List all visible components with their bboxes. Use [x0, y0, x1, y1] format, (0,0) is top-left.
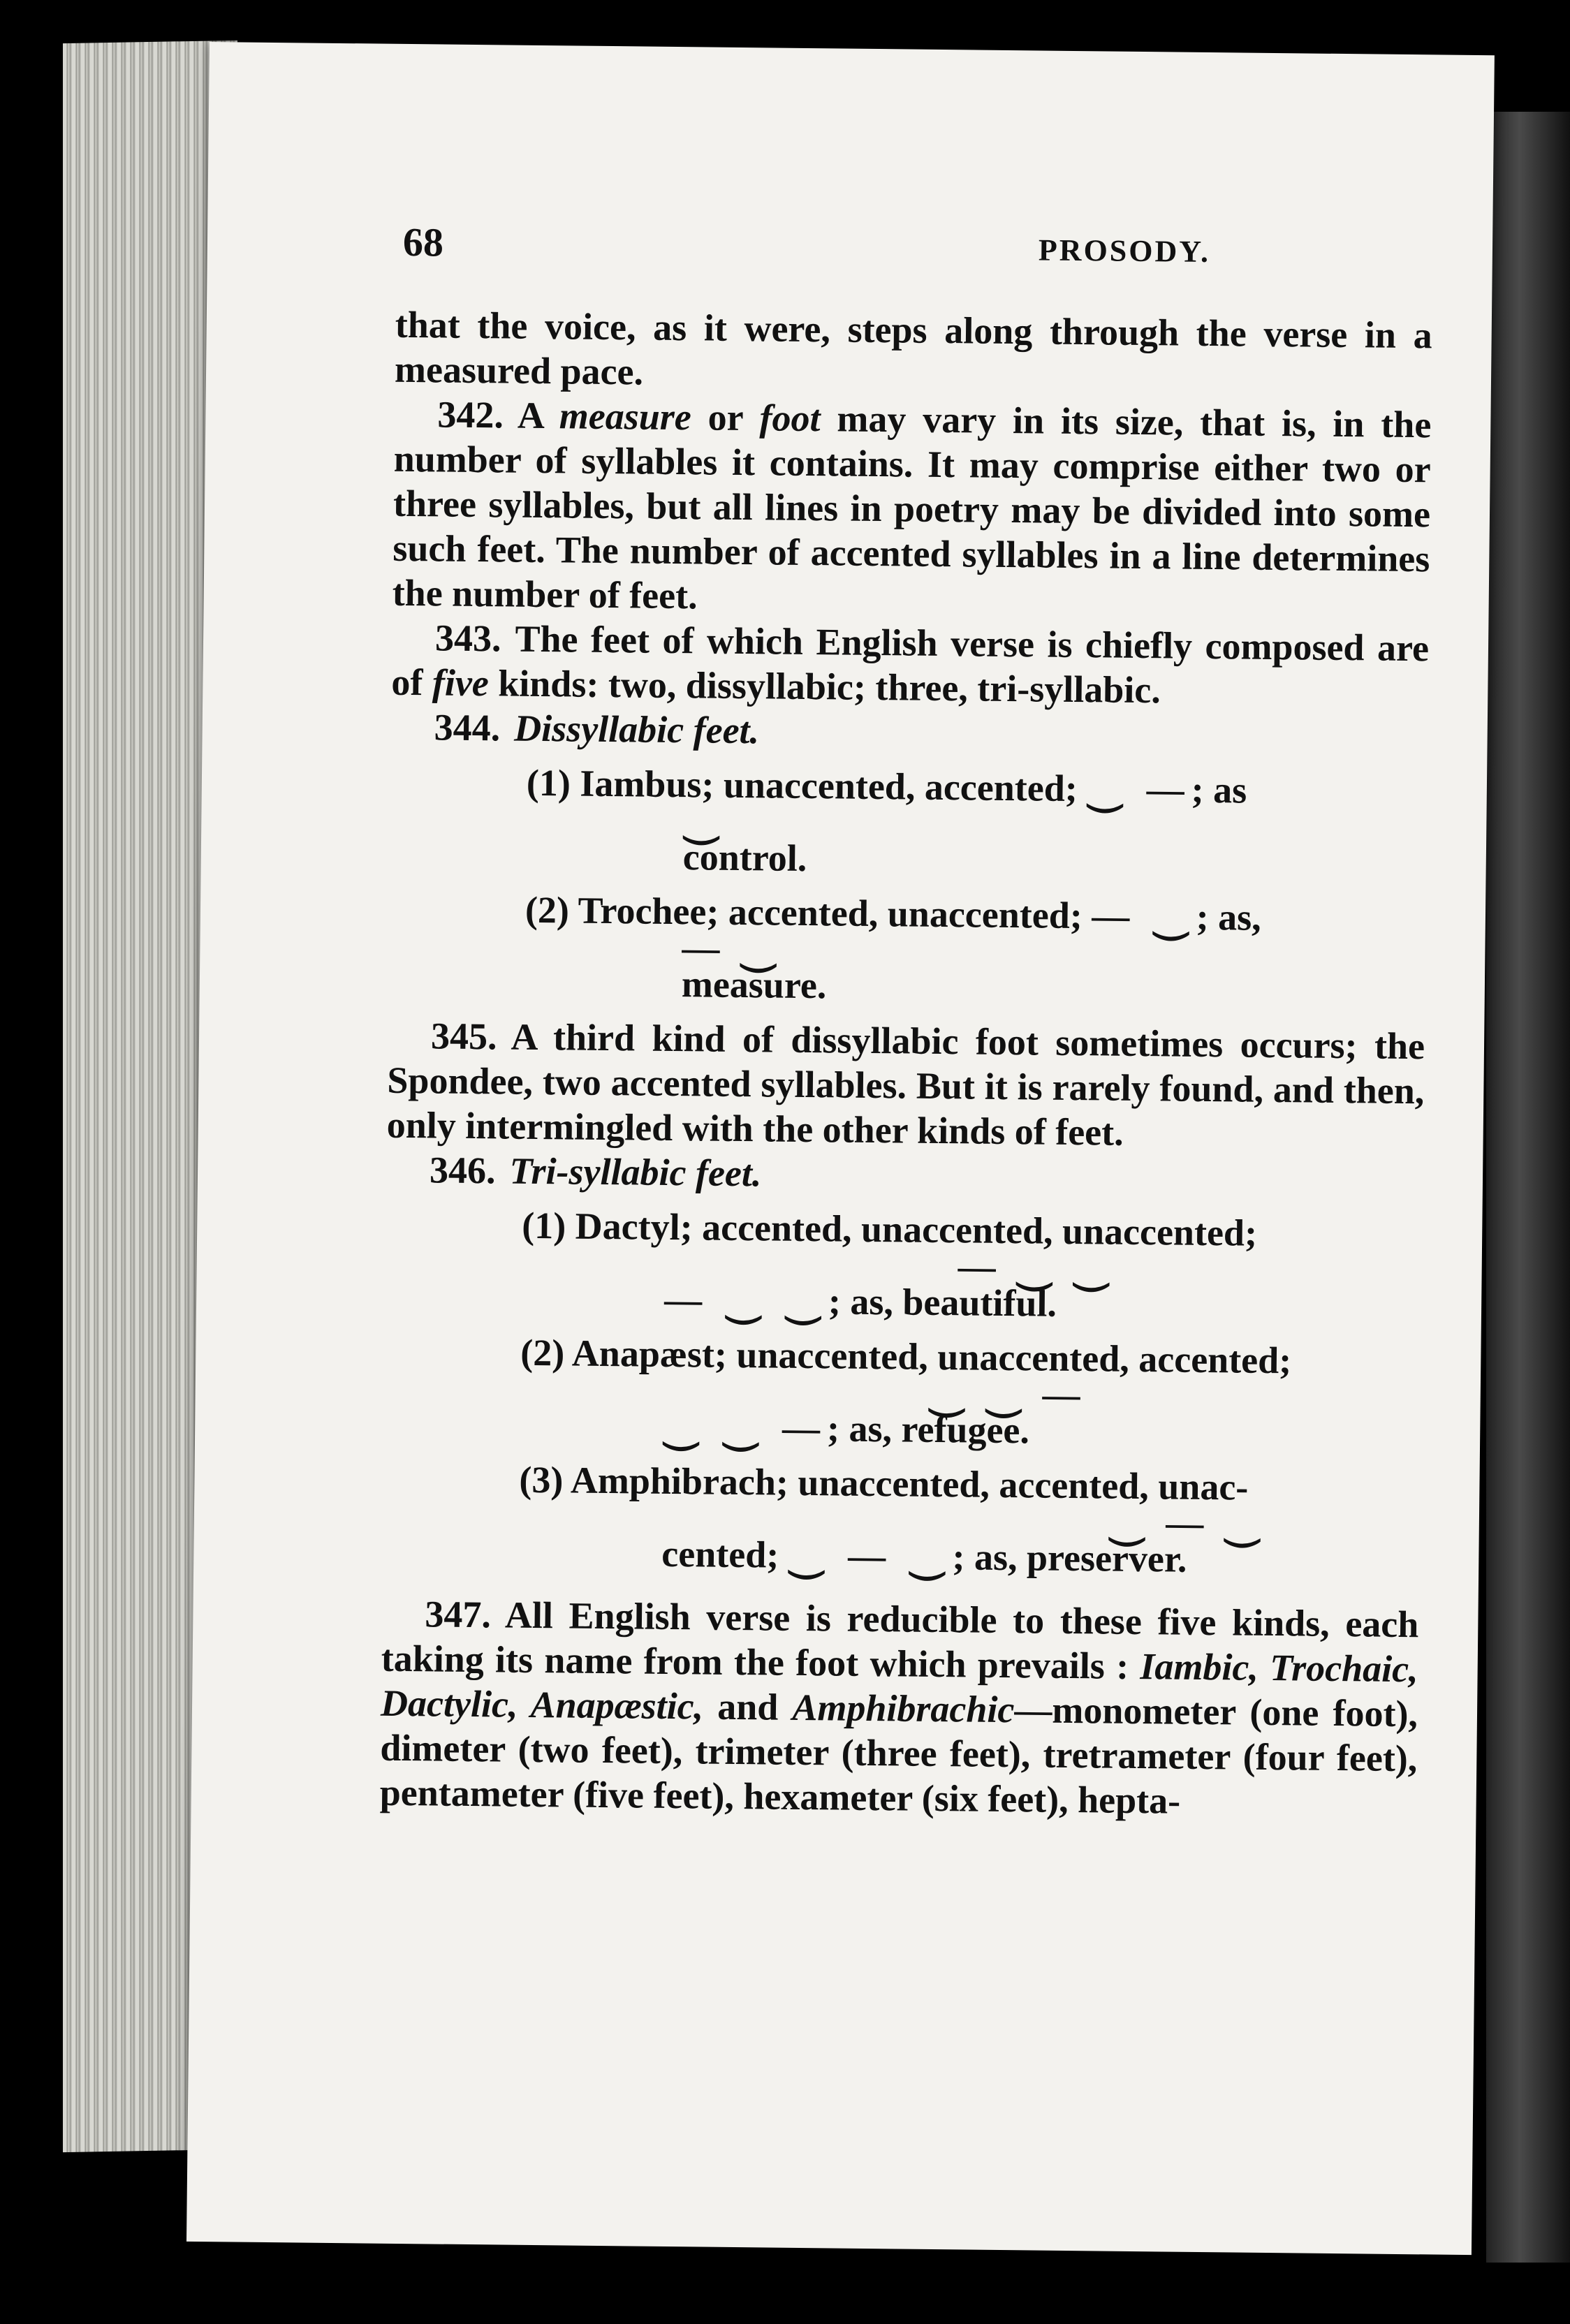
section-number: 345.: [430, 1015, 497, 1058]
book-page: [186, 42, 1495, 2255]
scansion-marks: — ⏝ ⏝: [958, 1245, 1115, 1289]
paragraph-347: [379, 1591, 1418, 1826]
page-number: 68: [402, 219, 444, 265]
metrical-marks: — ⏝ ⏝: [663, 1278, 829, 1323]
item-text: cented;: [661, 1532, 789, 1576]
item-text: ; as: [1191, 768, 1247, 811]
example-anapaest: [662, 1371, 1421, 1457]
metrical-marks: ⏝ — ⏝: [788, 1534, 953, 1578]
item-text: Anapæst; unaccented, unaccented, accented;: [571, 1332, 1292, 1382]
paragraph-343: [391, 615, 1429, 716]
example-word: control.: [682, 836, 807, 880]
metrical-marks: ⏝ ⏝ —: [662, 1405, 828, 1450]
section-title: Dissyllabic feet.: [513, 707, 760, 752]
item-label: (2): [520, 1331, 565, 1374]
page-header: [395, 219, 1433, 293]
paragraph-341-continued: that the voice, as it were, steps along through the verse in a measured pace.: [394, 303, 1433, 393]
item-text: ; as, beautiful.: [828, 1280, 1057, 1325]
item-label: (3): [519, 1458, 564, 1501]
text-run: A third kind of dissyllabic foot sometimes occurs; the Spondee, two accented syllables. But it is rarely found, and then, only intermingled with the other kinds of feet.: [386, 1015, 1425, 1154]
italic-term: five: [432, 661, 490, 705]
item-label: (2): [524, 888, 570, 932]
scansion-marks: — ⏝: [682, 927, 783, 970]
section-number: 343.: [434, 617, 501, 660]
text-run: and: [703, 1685, 793, 1728]
italic-term: Amphibrachic: [792, 1686, 1015, 1731]
text-run: The feet of which English verse is chiefly composed are of: [391, 617, 1430, 704]
italic-term: foot: [759, 397, 821, 440]
item-text: ; as, preserver.: [952, 1536, 1187, 1580]
page-content: [379, 219, 1433, 1825]
item-text: ; as,: [1196, 895, 1261, 939]
item-text: Dactyl; accented, unaccented, unaccented;: [575, 1205, 1258, 1254]
item-label: (1): [526, 761, 571, 804]
item-text: Trochee; accented, unaccented;: [578, 889, 1092, 937]
binding-shadow: [1486, 112, 1570, 2263]
section-number: 347.: [425, 1593, 492, 1636]
text-run: or: [691, 396, 760, 439]
foot-item-amphibrach: [519, 1457, 1421, 1512]
section-number: 342.: [437, 393, 504, 436]
section-number: 346.: [429, 1149, 496, 1192]
text-run: kinds: two, dissyllabic; three, tri-syllabic.: [488, 662, 1161, 712]
text-run: may vary in its size, that is, in the number of syllables it contains. It may comprise either two or three syllables, but all lines in poetry may be divided into some such feet. The number of accented syllables in a line determines the number of feet.: [392, 397, 1432, 617]
section-number: 344.: [434, 706, 501, 749]
scansion-marks: ⏝: [683, 800, 726, 842]
item-label: (1): [521, 1204, 566, 1247]
example-iambus: [682, 800, 1427, 887]
item-text: Iambus; unaccented, accented;: [580, 762, 1087, 810]
text-run: —monometer (one foot), dimeter (two feet), trimeter (three feet), tretrameter (four feet), pentameter (five feet), hexameter (six feet), hepta-: [379, 1689, 1418, 1822]
item-text: Amphibrach; unaccented, accented, unac-: [570, 1459, 1249, 1508]
example-dactyl: [663, 1245, 1423, 1330]
scansion-marks: ⏝ ⏝ —: [928, 1371, 1086, 1416]
scansion-marks: ⏝ — ⏝: [1108, 1501, 1266, 1545]
italic-term: measure: [559, 395, 692, 439]
example-amphibrach: [661, 1503, 1420, 1584]
example-word: measure.: [681, 963, 827, 1007]
metrical-marks: — ⏝: [1091, 895, 1196, 938]
example-trochee: [681, 927, 1426, 1014]
italic-term: Iambic, Trochaic, Dactylic, Anapæstic,: [380, 1645, 1419, 1728]
text-run: A: [517, 394, 560, 437]
paragraph-345: [386, 1013, 1425, 1159]
running-head: PROSODY.: [1038, 233, 1211, 270]
paragraph-342: [392, 392, 1431, 626]
section-title: Tri-syllabic feet.: [509, 1149, 762, 1195]
text-run: All English verse is reducible to these five kinds, each taking its name from the foot which prevails :: [381, 1594, 1419, 1688]
item-text: ; as, refugee.: [826, 1407, 1030, 1452]
foot-item-trochee: [525, 888, 1427, 942]
foot-item-iambus: [527, 760, 1428, 815]
metrical-marks: ⏝ —: [1086, 767, 1192, 811]
